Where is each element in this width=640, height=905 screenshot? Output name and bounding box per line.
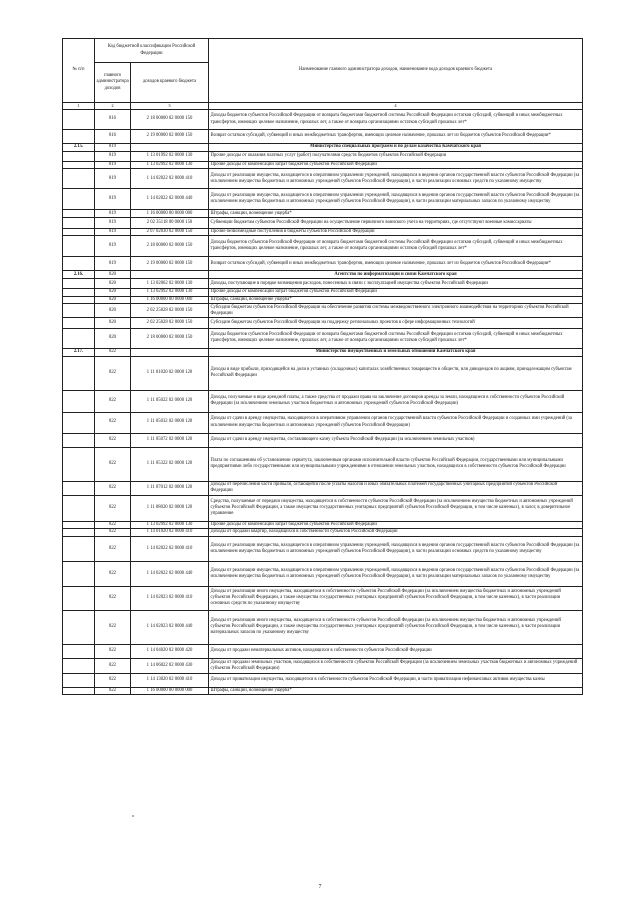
- revenue-name: Министерство имущественных и земельных отношений Камчатского края: [209, 348, 583, 356]
- page-number: 7: [318, 884, 322, 890]
- revenue-name: Доходы от реализации имущества, находящегося в оперативном управлении учреждений, находящихся в ведении органов государственной власти субъектов Российской Федерации (за исключением имущества бюджетных и автономных учреждений субъектов Российской Федерации), в части реализации материальных запасов по указанному имуществу: [209, 189, 583, 210]
- revenue-code: 1 13 02062 02 0000 130: [131, 279, 209, 289]
- row-number: [63, 495, 95, 521]
- revenue-code: 1 11 05072 02 0000 120: [131, 433, 209, 447]
- document-sheet: [62, 38, 582, 695]
- row-number: [63, 610, 95, 644]
- admin-code: 820: [95, 271, 131, 279]
- revenue-name: Доходы от реализации имущества, находящегося в оперативном управлении учреждений, находящихся в ведении органов государственной власти субъектов Российской Федерации (за исключением имущества бюджетных и автономных учреждений субъектов Российской Федерации), в части реализации материальных запасов по указанному имуществу: [209, 561, 583, 586]
- admin-code: 819: [95, 144, 131, 152]
- row-number: [63, 236, 95, 257]
- revenue-code: 2 02 25028 02 0000 150: [131, 317, 209, 328]
- table-row: [63, 390, 583, 412]
- revenue-name: Штрафы, санкции, возмещение ущерба*: [209, 210, 583, 218]
- table-body: [63, 110, 583, 695]
- table-row: [63, 495, 583, 521]
- revenue-name: Доходы от реализации имущества, находящегося в оперативном управлении учреждений, находящихся в ведении органов государственной власти субъектов Российской Федерации (за исключением имущества бюджетных и автономных учреждений субъектов Российской Федерации), в части реализации основных средств по указанному имуществу: [209, 536, 583, 561]
- revenue-name: Прочие доходы от оказания платных услуг (работ) получателями средств бюджетов субъектов Российской Федерации: [209, 151, 583, 161]
- table-row: [63, 687, 583, 695]
- revenue-code: 2 02 35118 00 0000 150: [131, 217, 209, 228]
- admin-code: 822: [95, 521, 131, 529]
- revenue-name: Доходы от продажи квартир, находящихся в собственности субъектов Российской Федерации: [209, 529, 583, 537]
- revenue-name: Штрафы, санкции, возмещение ущерба*: [209, 687, 583, 695]
- table-row: [63, 521, 583, 529]
- table-row: [63, 433, 583, 447]
- revenue-name: Министерство специальных программ и по делам казачества Камчатского края: [209, 144, 583, 152]
- revenue-name: Доходы от реализации иного имущества, находящегося в собственности субъектов Российской Федерации (за исключением имущества бюджетных и автономных учреждений субъектов Российской Федерации, а также имущества государственных унитарных предприятий субъектов Российской Федерации, в том числе казенных), в части реализации материальных запасов по указанному имуществу: [209, 610, 583, 644]
- revenue-code: 2 18 00000 02 0000 150: [131, 110, 209, 130]
- section-row: [63, 144, 583, 152]
- row-number: [63, 447, 95, 481]
- revenue-name: Прочие безвозмездные поступления в бюджеты субъектов Российской Федерации: [209, 228, 583, 236]
- revenue-name: Прочие доходы от компенсации затрат бюджетов субъектов Российской Федерации: [209, 521, 583, 529]
- row-number: [63, 189, 95, 210]
- section-row: [63, 348, 583, 356]
- revenue-name: Штрафы, санкции, возмещение ущерба*: [209, 296, 583, 304]
- row-number: [63, 228, 95, 236]
- admin-code: 819: [95, 217, 131, 228]
- table-row: [63, 529, 583, 537]
- revenue-name: Доходы в виде прибыли, приходящейся на доли в уставных (складочных) капиталах хозяйственных товариществ и обществ, или дивидендов по акциям, принадлежащим субъектам Российской Федерации: [209, 356, 583, 390]
- admin-code: 819: [95, 189, 131, 210]
- revenue-name: Субвенции бюджетам субъектов Российской Федерации на осуществление первичного воинского учета на территориях, где отсутствуют военные комиссариаты: [209, 217, 583, 228]
- row-number: [63, 673, 95, 687]
- table-row: [63, 296, 583, 304]
- table-row: [63, 236, 583, 257]
- revenue-name: Субсидии бюджетам субъектов Российской Федерации на поддержку региональных проектов в сфере информационных технологий: [209, 317, 583, 328]
- admin-code: 822: [95, 495, 131, 521]
- table-row: [63, 161, 583, 169]
- revenue-code: 1 16 00000 00 0000 000: [131, 210, 209, 218]
- revenue-name: Агентство по информатизации и связи Камчатского края: [209, 271, 583, 279]
- row-number: 2.17.: [63, 348, 95, 356]
- admin-code: 819: [95, 169, 131, 189]
- row-number: [63, 161, 95, 169]
- admin-code: 822: [95, 348, 131, 356]
- table-row: [63, 586, 583, 610]
- revenue-code: 1 14 02022 02 0000 440: [131, 189, 209, 210]
- index-cell: 4: [209, 103, 583, 110]
- revenue-code: 1 14 02022 02 0000 410: [131, 169, 209, 189]
- revenue-name: Доходы бюджетов субъектов Российской Федерации от возврата бюджетами бюджетной системы Российской Федерации остатков субсидий, субвенций и иных межбюджетных трансфертов, имеющих целевое назначение, прошлых лет, а также от возврата организациями остатков субсидий прошлых лет*: [209, 236, 583, 257]
- revenue-name: Плата по соглашениям об установлении сервитута, заключенным органами исполнительной власти субъектов Российской Федерации, государственными или муниципальными предприятиями либо государственными или муниципальными учреждениями в отношении земельных участков, находящихся в собственности субъектов Российской Федерации: [209, 447, 583, 481]
- table-row: [63, 328, 583, 348]
- revenue-code: 1 13 02992 02 0000 130: [131, 289, 209, 297]
- revenue-code: 2 19 00000 02 0000 150: [131, 257, 209, 271]
- revenue-code: 1 14 02022 02 0000 440: [131, 561, 209, 586]
- row-number: [63, 210, 95, 218]
- row-number: [63, 529, 95, 537]
- table-row: [63, 279, 583, 289]
- revenue-code: 1 14 02022 02 0000 410: [131, 536, 209, 561]
- row-number: [63, 317, 95, 328]
- table-row: [63, 169, 583, 189]
- row-number: [63, 289, 95, 297]
- revenue-code: 1 16 00000 00 0000 000: [131, 687, 209, 695]
- row-number: [63, 304, 95, 318]
- admin-code: 822: [95, 529, 131, 537]
- revenue-code: 2 18 00000 02 0000 150: [131, 328, 209, 348]
- header-admin: главного администратора доходов: [95, 63, 131, 103]
- table-row: [63, 412, 583, 433]
- revenue-code: 1 11 07012 02 0000 120: [131, 481, 209, 495]
- revenue-code: 2 07 02030 02 0000 150: [131, 228, 209, 236]
- table-row: [63, 189, 583, 210]
- index-cell: 1: [63, 103, 95, 110]
- header-code: доходов краевого бюджета: [131, 63, 209, 103]
- admin-code: 816: [95, 110, 131, 130]
- admin-code: 819: [95, 161, 131, 169]
- revenue-name: Доходы от реализации имущества, находящегося в оперативном управлении учреждений, находящихся в ведении органов государственной власти субъектов Российской Федерации (за исключением имущества бюджетных и автономных учреждений субъектов Российской Федерации), в части реализации основных средств по указанному имуществу: [209, 169, 583, 189]
- revenue-code: 1 14 04020 02 0000 420: [131, 644, 209, 658]
- admin-code: 820: [95, 296, 131, 304]
- table-row: [63, 481, 583, 495]
- revenue-code: 1 13 02992 02 0000 130: [131, 161, 209, 169]
- revenue-code: 1 13 01992 02 0000 130: [131, 151, 209, 161]
- row-number: [63, 110, 95, 130]
- revenue-name: Прочие доходы от компенсации затрат бюджетов субъектов Российской Федерации: [209, 161, 583, 169]
- admin-code: 822: [95, 658, 131, 673]
- row-number: [63, 536, 95, 561]
- section-row: [63, 271, 583, 279]
- revenue-code: 1 11 08020 02 0000 120: [131, 495, 209, 521]
- revenue-name: Доходы бюджетов субъектов Российской Федерации от возврата бюджетами бюджетной системы Российской Федерации остатков субсидий, субвенций и иных межбюджетных трансфертов, имеющих целевое назначение, прошлых лет, а также от возврата организациями остатков субсидий прошлых лет*: [209, 328, 583, 348]
- row-number: [63, 328, 95, 348]
- revenue-code: 1 11 05022 02 0000 120: [131, 390, 209, 412]
- revenue-name: Доходы от продажи земельных участков, находящихся в собственности субъектов Российской Федерации (за исключением земельных участков бюджетных и автономных учреждений субъектов Российской Федерации): [209, 658, 583, 673]
- revenue-name: Доходы от сдачи в аренду имущества, составляющего казну субъекта Российской Федерации (за исключением земельных участков): [209, 433, 583, 447]
- revenue-name: Доходы от сдачи в аренду имущества, находящегося в оперативном управлении органов государственной власти субъектов Российской Федерации и созданных ими учреждений (за исключением имущества бюджетных и автономных учреждений субъектов Российской Федерации): [209, 412, 583, 433]
- row-number: [63, 658, 95, 673]
- admin-code: 819: [95, 236, 131, 257]
- table-row: [63, 130, 583, 144]
- revenue-code: 2 18 00000 02 0000 150: [131, 236, 209, 257]
- table-row: [63, 151, 583, 161]
- admin-code: 816: [95, 130, 131, 144]
- header-name: Наименование главного администратора доходов, наименование кода доходов краевого бюджета: [209, 39, 583, 103]
- admin-code: 822: [95, 356, 131, 390]
- admin-code: 822: [95, 610, 131, 644]
- row-number: [63, 586, 95, 610]
- index-row: [63, 103, 583, 110]
- admin-code: 822: [95, 673, 131, 687]
- revenue-code: [131, 348, 209, 356]
- table-row: [63, 356, 583, 390]
- revenue-code: 2 02 25028 02 0000 150: [131, 304, 209, 318]
- table-row: [63, 644, 583, 658]
- row-number: [63, 296, 95, 304]
- table-row: [63, 658, 583, 673]
- table-row: [63, 610, 583, 644]
- admin-code: 820: [95, 289, 131, 297]
- revenue-name: Прочие доходы от компенсации затрат бюджетов субъектов Российской Федерации: [209, 289, 583, 297]
- revenue-code: [131, 144, 209, 152]
- row-number: [63, 130, 95, 144]
- row-number: [63, 644, 95, 658]
- admin-code: 822: [95, 433, 131, 447]
- admin-code: 822: [95, 561, 131, 586]
- admin-code: 820: [95, 328, 131, 348]
- revenue-code: 2 19 00000 02 0000 150: [131, 130, 209, 144]
- scan-speck: [132, 815, 134, 817]
- revenue-name: Возврат остатков субсидий, субвенций и иных межбюджетных трансфертов, имеющих целевое назначение, прошлых лет из бюджетов субъектов Российской Федерации*: [209, 257, 583, 271]
- row-number: 2.16.: [63, 271, 95, 279]
- admin-code: 820: [95, 304, 131, 318]
- row-number: [63, 390, 95, 412]
- revenue-code: 1 14 01020 02 0000 410: [131, 529, 209, 537]
- admin-code: 819: [95, 151, 131, 161]
- admin-code: 820: [95, 317, 131, 328]
- revenue-name: Субсидии бюджетам субъектов Российской Федерации на обеспечение развития системы межведомственного электронного взаимодействия на территориях субъектов Российской Федерации: [209, 304, 583, 318]
- table-row: [63, 673, 583, 687]
- admin-code: 822: [95, 586, 131, 610]
- table-row: [63, 561, 583, 586]
- row-number: [63, 257, 95, 271]
- table-row: [63, 210, 583, 218]
- row-number: [63, 279, 95, 289]
- revenue-code: 1 11 01020 02 0000 120: [131, 356, 209, 390]
- revenue-name: Доходы, получаемые в виде арендной платы, а также средства от продажи права на заключение договоров аренды за земли, находящиеся в собственности субъектов Российской Федерации (за исключением земельных участков бюджетных и автономных учреждений субъектов Российской Федерации): [209, 390, 583, 412]
- row-number: 2.15.: [63, 144, 95, 152]
- row-number: [63, 561, 95, 586]
- index-cell: 2: [95, 103, 131, 110]
- row-number: [63, 217, 95, 228]
- revenue-name: Доходы от перечисления части прибыли, остающейся после уплаты налогов и иных обязательных платежей государственных унитарных предприятий субъектов Российской Федерации: [209, 481, 583, 495]
- revenue-code: 1 13 02992 02 0000 130: [131, 521, 209, 529]
- index-cell: 3: [131, 103, 209, 110]
- revenue-name: Доходы от продажи нематериальных активов, находящихся в собственности субъектов Российской Федерации: [209, 644, 583, 658]
- admin-code: 819: [95, 228, 131, 236]
- table-row: [63, 110, 583, 130]
- row-number: [63, 412, 95, 433]
- admin-code: 822: [95, 481, 131, 495]
- row-number: [63, 356, 95, 390]
- row-number: [63, 169, 95, 189]
- table-row: [63, 447, 583, 481]
- admin-code: 822: [95, 447, 131, 481]
- revenue-name: Доходы от приватизации имущества, находящегося в собственности субъектов Российской Федерации, в части приватизации нефинансовых активов имущества казны: [209, 673, 583, 687]
- table-row: [63, 217, 583, 228]
- revenue-code: 1 16 00000 00 0000 000: [131, 296, 209, 304]
- table-row: [63, 257, 583, 271]
- revenue-code: 1 14 06022 02 0000 430: [131, 658, 209, 673]
- admin-code: 822: [95, 412, 131, 433]
- revenue-name: Возврат остатков субсидий, субвенций и иных межбюджетных трансфертов, имеющих целевое назначение, прошлых лет из бюджетов субъектов Российской Федерации*: [209, 130, 583, 144]
- revenue-code: [131, 271, 209, 279]
- table-row: [63, 536, 583, 561]
- header-num: № п/п: [63, 39, 95, 103]
- revenue-name: Доходы от реализации иного имущества, находящегося в собственности субъектов Российской Федерации (за исключением имущества бюджетных и автономных учреждений субъектов Российской Федерации, а также имущества государственных унитарных предприятий субъектов Российской Федерации, в том числе казенных), в части реализации основных средств по указанному имуществу: [209, 586, 583, 610]
- row-number: [63, 151, 95, 161]
- admin-code: 820: [95, 279, 131, 289]
- revenue-name: Средства, получаемые от передачи имущества, находящегося в собственности субъектов Российской Федерации (за исключением имущества бюджетных и автономных учреждений субъектов Российской Федерации, а также имущества государственных унитарных предприятий субъектов Российской Федерации, в том числе казенных), в залог, в доверительное управление: [209, 495, 583, 521]
- header-kbk: Код бюджетной классификации Российской Федерации: [95, 39, 209, 63]
- revenue-code: 1 14 13020 02 0000 410: [131, 673, 209, 687]
- row-number: [63, 433, 95, 447]
- row-number: [63, 687, 95, 695]
- admin-code: 819: [95, 210, 131, 218]
- admin-code: 822: [95, 390, 131, 412]
- table-row: [63, 304, 583, 318]
- revenue-code: 1 11 05322 02 0000 120: [131, 447, 209, 481]
- admin-code: 819: [95, 257, 131, 271]
- admin-code: 822: [95, 536, 131, 561]
- revenue-table: [62, 38, 583, 695]
- table-row: [63, 317, 583, 328]
- row-number: [63, 521, 95, 529]
- table-header: [63, 39, 583, 110]
- revenue-name: Доходы, поступающие в порядке возмещения расходов, понесенных в связи с эксплуатацией имущества субъектов Российской Федерации: [209, 279, 583, 289]
- admin-code: 822: [95, 644, 131, 658]
- revenue-name: Доходы бюджетов субъектов Российской Федерации от возврата бюджетами бюджетной системы Российской Федерации остатков субсидий, субвенций и иных межбюджетных трансфертов, имеющих целевое назначение, прошлых лет, а также от возврата организациями остатков субсидий прошлых лет*: [209, 110, 583, 130]
- admin-code: 822: [95, 687, 131, 695]
- row-number: [63, 481, 95, 495]
- table-row: [63, 228, 583, 236]
- revenue-code: 1 14 02023 02 0000 410: [131, 586, 209, 610]
- revenue-code: 1 14 02023 02 0000 440: [131, 610, 209, 644]
- table-row: [63, 289, 583, 297]
- revenue-code: 1 11 05032 02 0000 120: [131, 412, 209, 433]
